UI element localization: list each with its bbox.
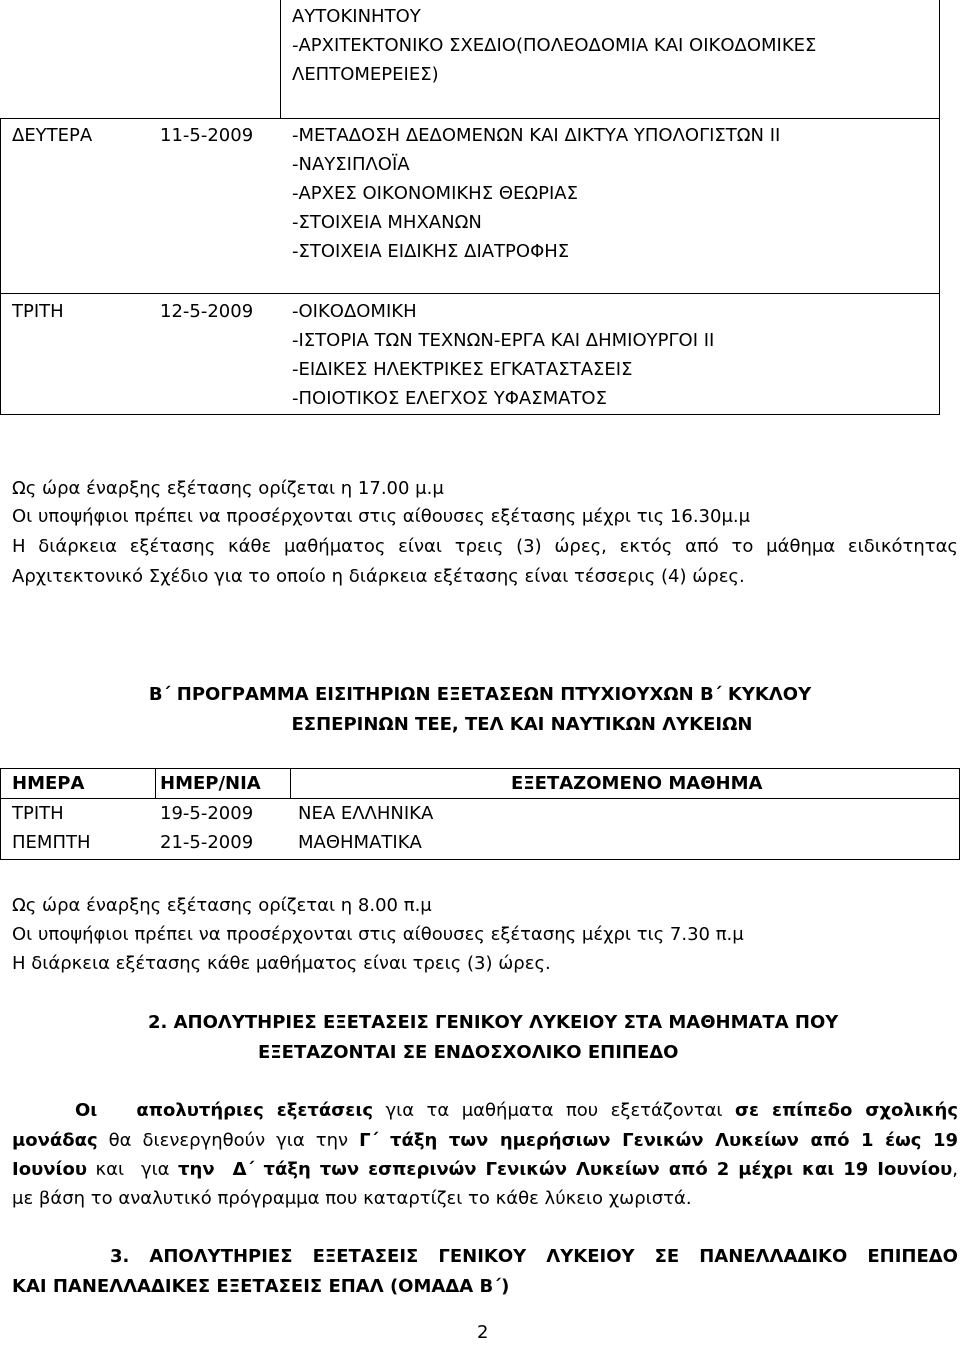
- table1-row-day: ΤΡΙΤΗ: [12, 301, 64, 322]
- table1-top-line: ΛΕΠΤΟΜΕΡΕΙΕΣ): [292, 64, 439, 85]
- table2-row-day: ΤΡΙΤΗ: [12, 803, 64, 824]
- subject-item: -ΠΟΙΟΤΙΚΟΣ ΕΛΕΓΧΟΣ ΥΦΑΣΜΑΤΟΣ: [292, 388, 607, 409]
- note-duration-exception: Αρχιτεκτονικό Σχέδιο για το οποίο η διάρκεια εξέτασης είναι τέσσερις (4) ώρες.: [12, 566, 745, 587]
- table1-top-line: -ΑΡΧΙΤΕΚΤΟΝΙΚΟ ΣΧΕΔΙΟ(ΠΟΛΕΟΔΟΜΙΑ ΚΑΙ ΟΙΚΟΔΟΜΙΚΕΣ: [292, 35, 817, 56]
- note-duration: Η διάρκεια εξέτασης κάθε μαθήματος είναι τρεις (3) ώρες, εκτός από το μάθημα ειδικότητας: [12, 536, 958, 557]
- paragraph-bold: την Δ΄ τάξη των εσπερινών Γενικών Λυκείων από 2 μέχρι και 19 Ιουνίου: [178, 1159, 953, 1180]
- note-arrival-time: Οι υποψήφιοι πρέπει να προσέρχονται στις αίθουσες εξέτασης μέχρι τις 16.30μ.μ: [12, 506, 751, 527]
- table1-row-subjects: [292, 121, 780, 266]
- table2-header-separator: [1, 798, 959, 799]
- table1-row-date: 12-5-2009: [160, 301, 254, 322]
- paragraph-bold: Γ΄ τάξη των ημερήσιων Γενικών Λυκείων από 1 έως 19: [359, 1130, 958, 1151]
- table2-row-subject: ΜΑΘΗΜΑΤΙΚΑ: [298, 832, 422, 853]
- paragraph-text: για τα μαθήματα που εξετάζονται: [373, 1100, 735, 1121]
- table1-row-separator: [0, 118, 939, 119]
- table1-row-date: 11-5-2009: [160, 125, 254, 146]
- note-duration-2: Η διάρκεια εξέτασης κάθε μαθήματος είναι τρεις (3) ώρες.: [12, 953, 551, 974]
- section-b-subtitle: ΕΣΠΕΡΙΝΩΝ ΤΕΕ, ΤΕΛ ΚΑΙ ΝΑΥΤΙΚΩΝ ΛΥΚΕΙΩΝ: [291, 714, 753, 735]
- subject-item: -ΕΙΔΙΚΕΣ ΗΛΕΚΤΡΙΚΕΣ ΕΓΚΑΤΑΣΤΑΣΕΙΣ: [292, 359, 633, 380]
- page-number: 2: [477, 1322, 489, 1343]
- subject-item: -ΑΡΧΕΣ ΟΙΚΟΝΟΜΙΚΗΣ ΘΕΩΡΙΑΣ: [292, 183, 578, 204]
- paragraph-bold: Ιουνίου: [12, 1159, 88, 1180]
- table2-row-subject: ΝΕΑ ΕΛΛΗΝΙΚΑ: [298, 803, 434, 824]
- table2-column-separator: [155, 769, 156, 798]
- table1-row-subjects: [292, 297, 714, 413]
- paragraph-bold: μονάδας: [12, 1130, 98, 1151]
- section-2-paragraph-line-3: [12, 1155, 958, 1185]
- section-2-paragraph-line-1: [75, 1096, 958, 1126]
- table1-left-border: [0, 118, 1, 414]
- subject-item: -ΣΤΟΙΧΕΙΑ ΕΙΔΙΚΗΣ ΔΙΑΤΡΟΦΗΣ: [292, 241, 570, 262]
- table2-header-day: ΗΜΕΡΑ: [12, 773, 85, 794]
- note-start-time-2: Ως ώρα έναρξης εξέτασης ορίζεται η 8.00 π.μ: [12, 895, 432, 916]
- subject-item: -ΝΑΥΣΙΠΛΟΪΑ: [292, 154, 410, 175]
- subject-item: -ΜΕΤΑΔΟΣΗ ΔΕΔΟΜΕΝΩΝ ΚΑΙ ΔΙΚΤΥΑ ΥΠΟΛΟΓΙΣΤΩΝ ΙΙ: [292, 125, 781, 146]
- table2-row-day: ΠΕΜΠΤΗ: [12, 832, 91, 853]
- section-2-paragraph-line-2: [12, 1126, 958, 1156]
- table2-header-subject: ΕΞΕΤΑΖΟΜΕΝΟ ΜΑΘΗΜΑ: [511, 773, 763, 794]
- subject-item: -ΣΤΟΙΧΕΙΑ ΜΗΧΑΝΩΝ: [292, 212, 482, 233]
- subject-item: -ΙΣΤΟΡΙΑ ΤΩΝ ΤΕΧΝΩΝ-ΕΡΓΑ ΚΑΙ ΔΗΜΙΟΥΡΓΟΙ ΙΙ: [292, 330, 715, 351]
- subject-item: -ΟΙΚΟΔΟΜΙΚΗ: [292, 301, 417, 322]
- table2-column-separator: [290, 769, 291, 798]
- table2-row-date: 19-5-2009: [160, 803, 254, 824]
- table1-row-day: ΔΕΥΤΕΡΑ: [12, 125, 93, 146]
- note-arrival-time-2: Οι υποψήφιοι πρέπει να προσέρχονται στις αίθουσες εξέτασης μέχρι τις 7.30 π.μ: [12, 924, 744, 945]
- section-2-title: 2. ΑΠΟΛΥΤΗΡΙΕΣ ΕΞΕΤΑΣΕΙΣ ΓΕΝΙΚΟΥ ΛΥΚΕΙΟΥ ΣΤΑ ΜΑΘΗΜΑΤΑ ΠΟΥ: [148, 1012, 839, 1033]
- section-2-subtitle: ΕΞΕΤΑΖΟΝΤΑΙ ΣΕ ΕΝΔΟΣΧΟΛΙΚΟ ΕΠΙΠΕΔΟ: [258, 1042, 679, 1063]
- section-b-title: Β΄ ΠΡΟΓΡΑΜΜΑ ΕΙΣΙΤΗΡΙΩΝ ΕΞΕΤΑΣΕΩΝ ΠΤΥΧΙΟΥΧΩΝ Β΄ ΚΥΚΛΟΥ: [148, 684, 812, 705]
- paragraph-bold: Οι απολυτήριες εξετάσεις: [75, 1100, 374, 1121]
- table1-row-separator: [0, 293, 939, 294]
- paragraph-text: ,: [952, 1159, 959, 1180]
- table2-row-date: 21-5-2009: [160, 832, 254, 853]
- note-start-time: Ως ώρα έναρξης εξέτασης ορίζεται η 17.00 μ.μ: [12, 478, 444, 499]
- section-2-paragraph-line-4: με βάση το αναλυτικό πρόγραμμα που καταρτίζει το κάθε λύκειο χωριστά.: [12, 1188, 692, 1209]
- table1-top-lines: [292, 2, 816, 89]
- section-3-title: 3. ΑΠΟΛΥΤΗΡΙΕΣ ΕΞΕΤΑΣΕΙΣ ΓΕΝΙΚΟΥ ΛΥΚΕΙΟΥ ΣΕ ΠΑΝΕΛΛΑΔΙΚΟ ΕΠΙΠΕΔΟ: [110, 1246, 958, 1267]
- paragraph-text: και για: [87, 1159, 179, 1180]
- paragraph-text: θα διενεργηθούν για την: [97, 1130, 360, 1151]
- table2-header-date: ΗΜΕΡ/ΝΙΑ: [160, 773, 261, 794]
- section-3-subtitle: ΚΑΙ ΠΑΝΕΛΛΑΔΙΚΕΣ ΕΞΕΤΑΣΕΙΣ ΕΠΑΛ (ΟΜΑΔΑ Β΄): [12, 1276, 510, 1297]
- paragraph-bold: σε επίπεδο σχολικής: [735, 1100, 958, 1121]
- table1-top-line: ΑΥΤΟΚΙΝΗΤΟΥ: [292, 6, 421, 27]
- exam-schedule-table-2: [0, 768, 960, 860]
